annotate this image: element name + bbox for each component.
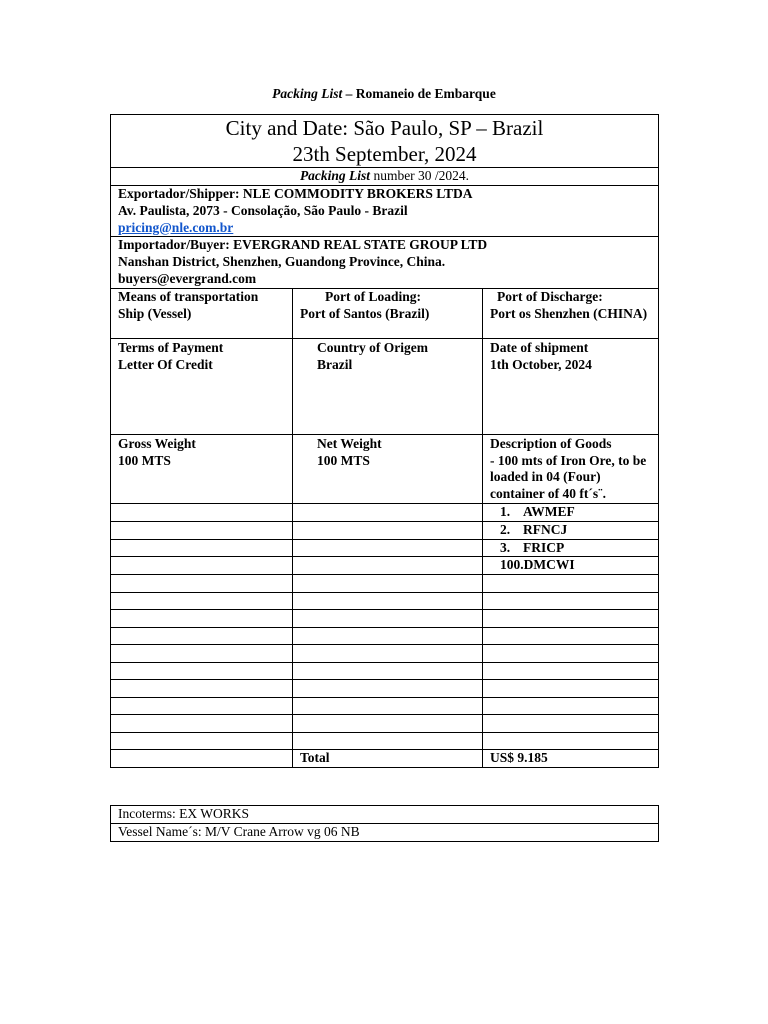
payment-value: Letter Of Credit [118, 356, 213, 372]
means-of-transport-cell [111, 288, 293, 338]
table-row [111, 680, 659, 698]
net-value: 100 MTS [317, 452, 370, 468]
buyer-email: buyers@evergrand.com [118, 270, 257, 286]
port-of-discharge-cell [483, 288, 659, 338]
country-of-origin-cell [293, 338, 483, 434]
origin-label: Country of Origem [317, 339, 428, 355]
shipper-email-link[interactable]: pricing@nle.com.br [118, 219, 234, 235]
net-weight-cell [293, 434, 483, 503]
shipper-cell [111, 186, 659, 237]
shipment-value: 1th October, 2024 [490, 356, 592, 372]
table-row [111, 539, 659, 557]
goods-item-1: 1. AWMEF [483, 503, 659, 521]
document-title-rest: – Romaneio de Embarque [342, 86, 496, 101]
packing-list-number [111, 168, 659, 186]
footer-table [110, 805, 659, 842]
city-line: City and Date: São Paulo, SP – Brazil [225, 116, 544, 140]
table-row [111, 645, 659, 663]
shipper-address: Av. Paulista, 2073 - Consolação, São Paulo - Brazil [118, 202, 408, 218]
means-value: Ship (Vessel) [118, 305, 192, 321]
buyer-name: Importador/Buyer: EVERGRAND REAL STATE GROUP LTD [118, 237, 488, 253]
discharge-value: Port os Shenzhen (CHINA) [490, 305, 648, 321]
shipper-name: Exportador/Shipper: NLE COMMODITY BROKERS LTDA [118, 186, 473, 201]
date-of-shipment-cell [483, 338, 659, 434]
document-title-italic: Packing List [272, 86, 343, 101]
total-label: Total [293, 750, 483, 768]
description-of-goods-cell [483, 434, 659, 503]
table-row [111, 697, 659, 715]
payment-label: Terms of Payment [118, 339, 224, 355]
table-row [111, 503, 659, 521]
table-row [111, 732, 659, 750]
shipment-label: Date of shipment [490, 339, 589, 355]
port-of-loading-cell [293, 288, 483, 338]
table-row [111, 592, 659, 610]
loading-label: Port of Loading: [325, 288, 421, 304]
terms-of-payment-cell [111, 338, 293, 434]
table-row [111, 627, 659, 645]
table-row [111, 575, 659, 593]
desc-label: Description of Goods [490, 435, 612, 451]
gross-weight-cell [111, 434, 293, 503]
goods-item-4: 100.DMCWI [483, 557, 659, 575]
gross-value: 100 MTS [118, 452, 171, 468]
packing-list-number-text: number 30 /2024. [370, 168, 470, 183]
document-title [0, 86, 768, 102]
table-row [111, 610, 659, 628]
incoterms: Incoterms: EX WORKS [111, 806, 659, 824]
total-value: US$ 9.185 [483, 750, 659, 768]
net-label: Net Weight [317, 435, 382, 451]
table-row [111, 715, 659, 733]
origin-value: Brazil [317, 356, 353, 372]
buyer-cell [111, 237, 659, 288]
table-row [111, 521, 659, 539]
table-row [111, 662, 659, 680]
loading-value: Port of Santos (Brazil) [300, 305, 430, 321]
packing-list-table [110, 114, 659, 768]
buyer-address: Nanshan District, Shenzhen, Guandong Province, China. [118, 254, 446, 270]
goods-item-2: 2. RFNCJ [483, 521, 659, 539]
city-date-cell [111, 115, 659, 168]
means-label: Means of transportation [118, 288, 259, 304]
table-row [111, 557, 659, 575]
packing-list-italic: Packing List [299, 168, 371, 183]
discharge-label: Port of Discharge: [497, 288, 603, 304]
desc-value: - 100 mts of Iron Ore, to be loaded in 04 (Four) container of 40 ft´s¨. [490, 452, 647, 502]
date-line: 23th September, 2024 [292, 141, 477, 166]
gross-label: Gross Weight [118, 435, 196, 451]
vessel-name: Vessel Name´s: M/V Crane Arrow vg 06 NB [111, 823, 659, 841]
totals-row [111, 750, 659, 768]
goods-item-3: 3. FRICP [483, 539, 659, 557]
